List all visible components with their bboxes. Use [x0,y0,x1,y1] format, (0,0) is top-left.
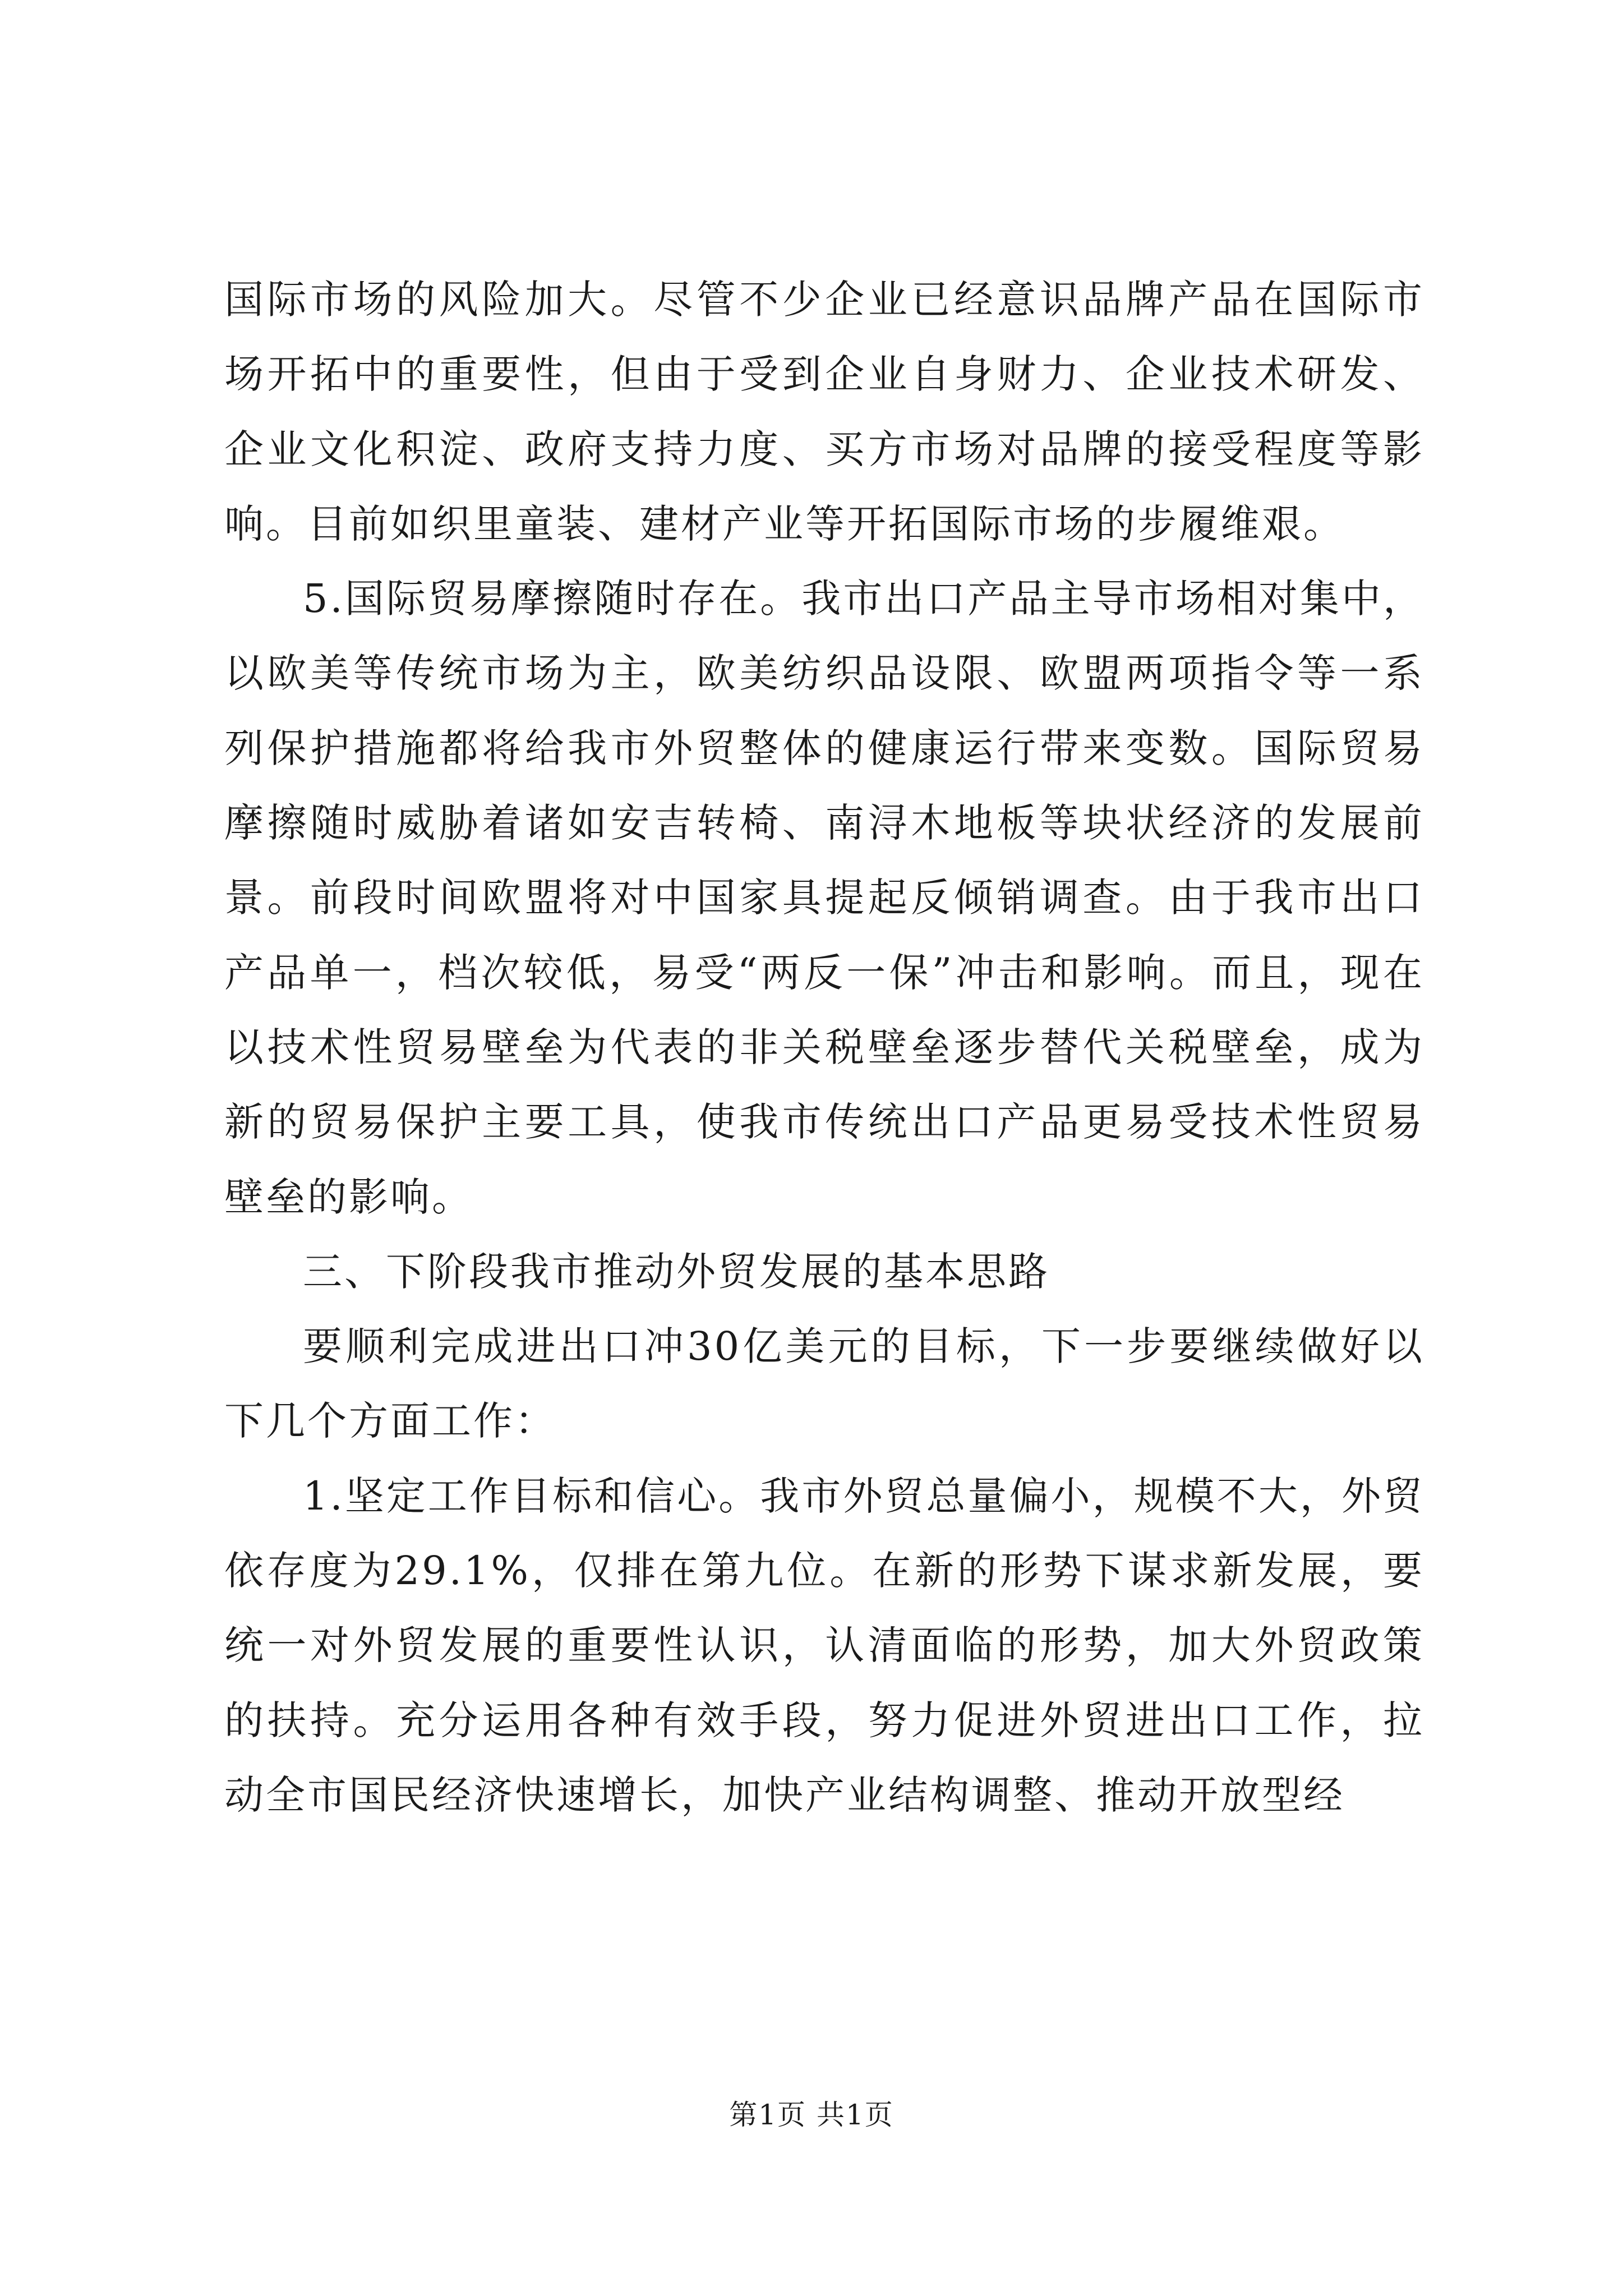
paragraph-intro: 要顺利完成进出口冲30亿美元的目标，下一步要继续做好以下几个方面工作： [224,1323,1424,1444]
page-number-label: 第1页 共1页 [729,2099,894,2131]
paragraph-item-5: 5.国际贸易摩擦随时存在。我市出口产品主导市场相对集中，以欧美等传统市场为主，欧美纺织品设限、欧盟两项指令等一系列保护措施都将给我市外贸整体的健康运行带来变数。国际贸易摩擦随时威胁着诸如安吉转椅、南浔木地板等块状经济的发展前景。前段时间欧盟将对中国家具提起反倾销调查。由于我市出口产品单一，档次较低，易受“两反一保”冲击和影响。而且，现在以技术性贸易壁垒为代表的非关税壁垒逐步替代关税壁垒，成为新的贸易保护主要工具，使我市传统出口产品更易受技术性贸易壁垒的影响。 [224,576,1424,1220]
paragraph-item-1: 1.坚定工作目标和信心。我市外贸总量偏小，规模不大，外贸依存度为29.1%，仅排在第九位。在新的形势下谋求新发展，要统一对外贸发展的重要性认识，认清面临的形势，加大外贸政策的扶持。充分运用各种有效手段，努力促进外贸进出口工作，拉动全市国民经济快速增长，加快产业结构调整、推动开放型经 [224,1473,1424,1818]
page-footer [0,2098,1623,2132]
document-body [224,263,1424,1833]
section-heading-3: 三、下阶段我市推动外贸发展的基本思路 [303,1248,1050,1295]
paragraph-continuation: 国际市场的风险加大。尽管不少企业已经意识品牌产品在国际市场开拓中的重要性，但由于受到企业自身财力、企业技术研发、企业文化积淀、政府支持力度、买方市场对品牌的接受程度等影响。目前如织里童装、建材产业等开拓国际市场的步履维艰。 [224,277,1424,547]
